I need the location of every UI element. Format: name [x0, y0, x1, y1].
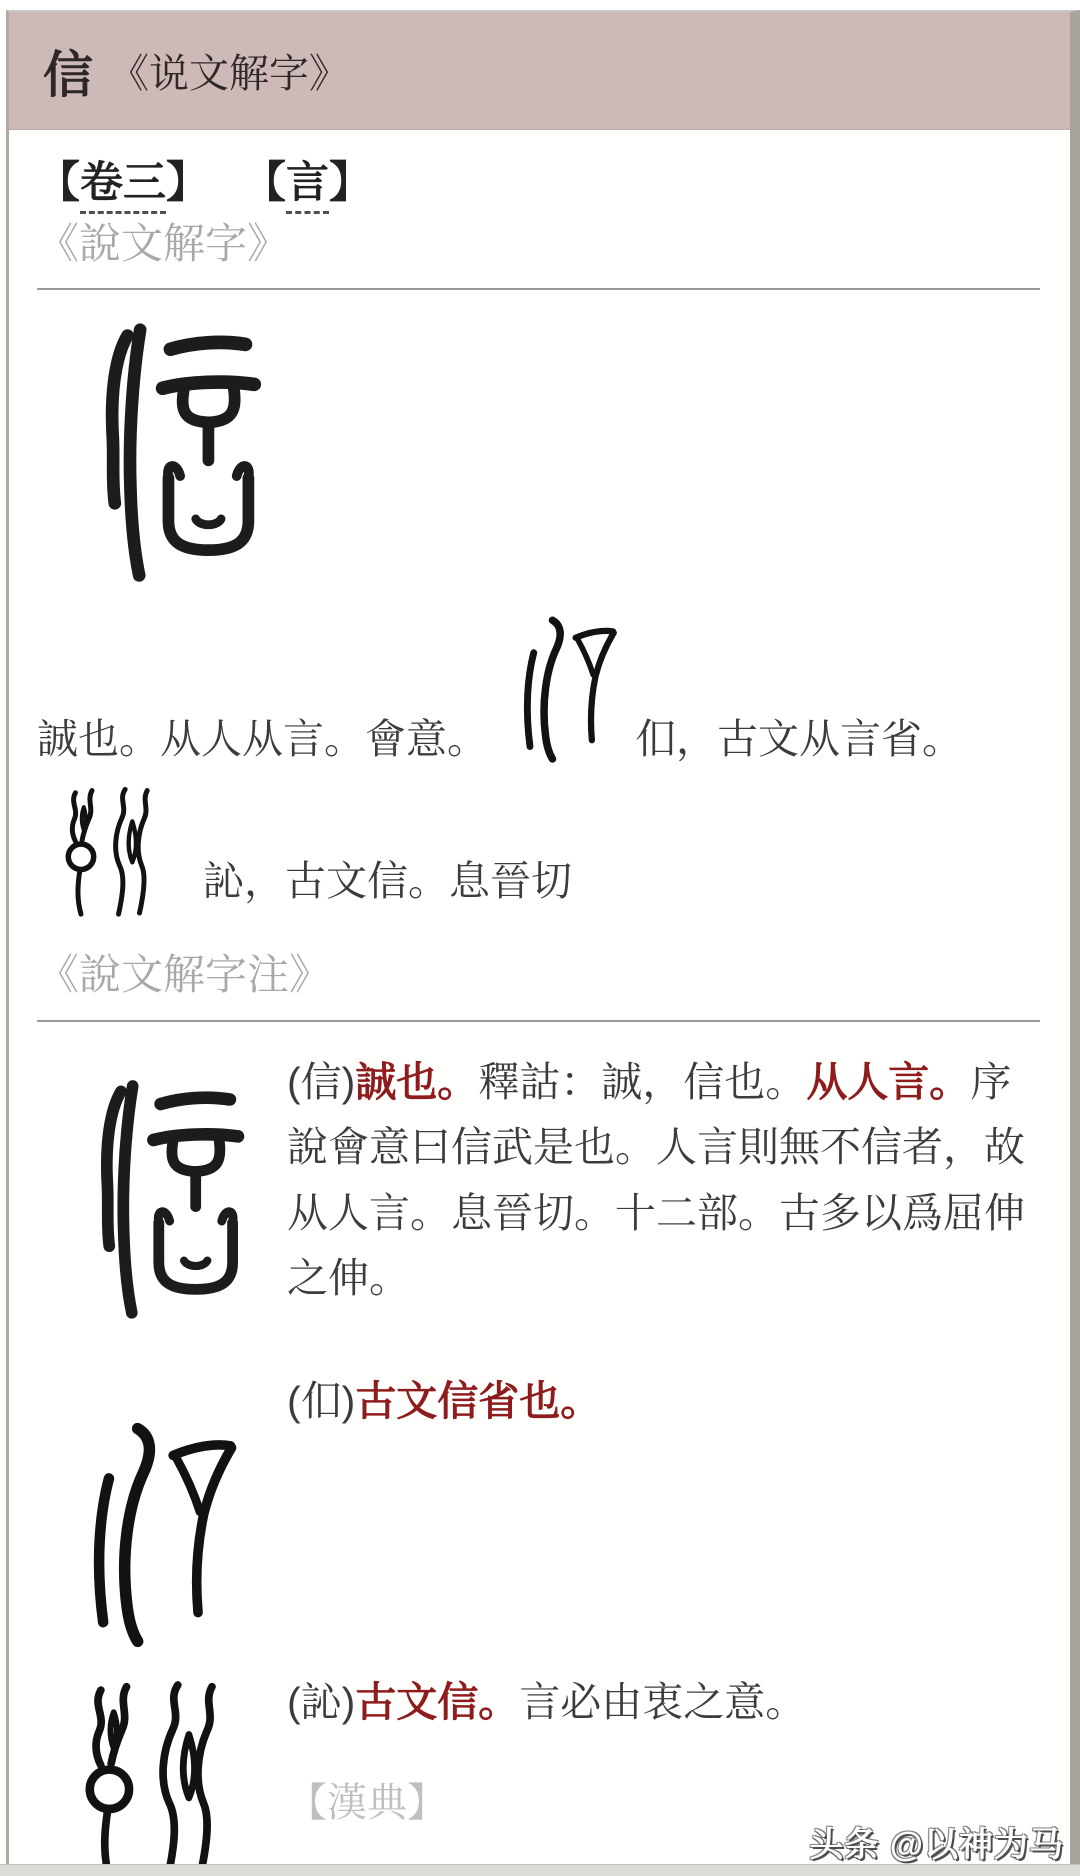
annotation-xin	[37, 1048, 1040, 1343]
annotation-highlight: 从人言。	[806, 1058, 971, 1105]
volume-label: 卷三	[80, 159, 166, 214]
definition-text: 㐰，古文从言省。	[635, 715, 963, 762]
entry-card	[6, 10, 1080, 1864]
definition-line-2	[37, 785, 1040, 923]
annotation-highlight: 古文信。	[355, 1678, 520, 1725]
watermark: 头条 @以神为马	[809, 1826, 1064, 1864]
bracket: 】	[166, 159, 209, 207]
annotation-body: 釋詁：誠，信也。	[478, 1058, 807, 1105]
annotation-seal-column	[37, 1668, 287, 1864]
annotation-head: (訫)	[287, 1678, 356, 1725]
annotation-highlight: 誠也。	[355, 1058, 479, 1105]
annotation-seal-column	[37, 1367, 287, 1654]
guwen-xin-variant2-image	[51, 785, 175, 923]
annotation-line	[287, 1670, 1040, 1736]
bracket: 【	[242, 159, 286, 207]
radical-label: 言	[286, 159, 329, 214]
zhu-section-title: 《說文解字注》	[37, 951, 332, 999]
dictionary-name: 《说文解字》	[109, 52, 349, 96]
annotation-head: (信)	[287, 1058, 356, 1105]
definition-text: 誠也。从人从言。會意。	[37, 715, 488, 762]
bracket: 】	[328, 159, 372, 207]
annotation-text	[287, 1367, 1040, 1654]
seal-script-xin-image	[69, 310, 264, 603]
entry-header	[9, 12, 1070, 130]
annotation-text	[287, 1048, 1040, 1343]
definition-line-1	[37, 603, 1040, 775]
annotation-guwen1	[37, 1367, 1040, 1654]
entry-content	[9, 158, 1070, 1864]
annotation-body: 序說會意曰信武是也。人言則無不信者，故从人言。息晉切。十二部。古多以爲屈伸之伸。	[287, 1058, 1025, 1302]
entry-character: 信	[43, 46, 95, 103]
shuowen-section-title: 《說文解字》	[37, 219, 290, 267]
section-divider	[37, 288, 1040, 290]
annotation-seal-column	[37, 1048, 287, 1343]
bracket: 【	[37, 159, 80, 207]
definition-text: 訫，古文信。息晉切	[203, 857, 572, 904]
guwen-xin-variant1-image	[500, 603, 625, 775]
volume-link[interactable]	[37, 159, 209, 214]
guwen-xin-variant2-image	[65, 1678, 253, 1864]
source-tag-handian: 【漢典】	[287, 1781, 447, 1826]
guwen-xin-variant1-image	[57, 1419, 249, 1649]
section-divider	[37, 1020, 1040, 1022]
annotation-highlight: 古文信省也。	[355, 1377, 602, 1424]
annotation-head: (㐰)	[287, 1377, 356, 1424]
annotation-body: 言必由衷之意。	[519, 1678, 807, 1725]
seal-script-xin-image	[67, 1068, 247, 1338]
radical-link[interactable]	[243, 159, 372, 207]
volume-radical-row	[37, 158, 1040, 210]
